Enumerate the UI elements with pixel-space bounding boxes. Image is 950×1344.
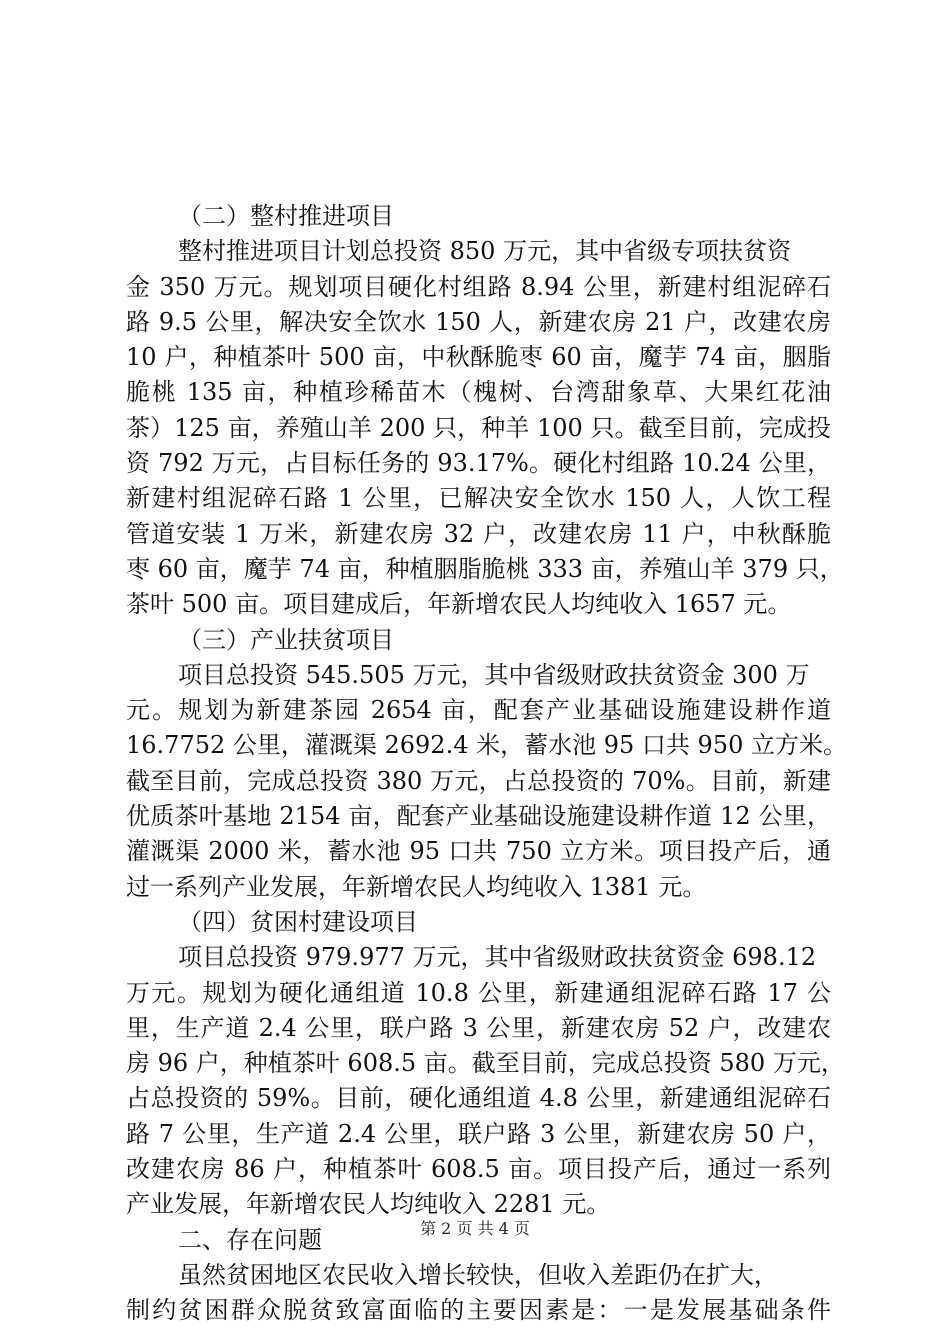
text-line: 项目总投资 545.505 万元，其中省级财政扶贫资金 300 万: [178, 660, 810, 689]
text-line: 制约贫困群众脱贫致富面临的主要因素是：一是发展基础条件: [126, 1296, 831, 1325]
text-line: 脆桃 135 亩，种植珍稀苗木（槐树、台湾甜象草、大果红花油: [126, 378, 831, 407]
text-line: 产业发展，年新增农民人均纯收入 2281 元。: [126, 1190, 611, 1219]
section-heading: （二）整村推进项目: [178, 202, 394, 230]
text-line: 优质茶叶基地 2154 亩，配套产业基础设施建设耕作道 12 公里，: [126, 802, 831, 831]
page-footer: 第 2 页 共 4 页: [420, 1219, 530, 1238]
text-line: 整村推进项目计划总投资 850 万元，其中省级专项扶贫资: [178, 237, 792, 266]
text-line: 元。规划为新建茶园 2654 亩，配套产业基础设施建设耕作道: [126, 696, 831, 725]
section-heading: 二、存在问题: [178, 1225, 322, 1254]
text-line: 灌溉渠 2000 米，蓄水池 95 口共 750 立方米。项目投产后，通: [126, 837, 831, 866]
text-line: 虽然贫困地区农民收入增长较快，但收入差距仍在扩大，: [178, 1260, 778, 1289]
text-line: 里，生产道 2.4 公里，联户路 3 公里，新建农房 52 户，改建农: [126, 1013, 831, 1042]
text-line: 枣 60 亩，魔芋 74 亩，种植胭脂脆桃 333 亩，养殖山羊 379 只，: [126, 554, 844, 583]
section-heading: （四）贫困村建设项目: [178, 907, 418, 936]
text-line: 项目总投资 979.977 万元，其中省级财政扶贫资金 698.12: [178, 943, 817, 972]
text-line: 管道安装 1 万米，新建农房 32 户，改建农房 11 户，中秋酥脆: [126, 519, 831, 548]
text-line: 金 350 万元。规划项目硬化村组路 8.94 公里，新建村组泥碎石: [126, 272, 831, 301]
text-line: 路 7 公里，生产道 2.4 公里，联户路 3 公里，新建农房 50 户，: [126, 1119, 831, 1148]
text-line: 资 792 万元，占目标任务的 93.17%。硬化村组路 10.24 公里，: [126, 449, 831, 478]
document-body: [126, 199, 847, 1329]
text-line: 万元。规划为硬化通组道 10.8 公里，新建通组泥碎石路 17 公: [126, 978, 831, 1007]
text-line: 占总投资的 59%。目前，硬化通组道 4.8 公里，新建通组泥碎石: [126, 1084, 831, 1113]
text-line: 16.7752 公里，灌溉渠 2692.4 米，蓄水池 95 口共 950 立方米。: [126, 731, 847, 760]
text-line: 路 9.5 公里，解决安全饮水 150 人，新建农房 21 户，改建农房: [126, 307, 831, 336]
text-line: 新建村组泥碎石路 1 公里，已解决安全饮水 150 人，人饮工程: [126, 484, 831, 513]
text-line: 截至目前，完成总投资 380 万元，占总投资的 70%。目前，新建: [126, 766, 831, 795]
text-line: 过一系列产业发展，年新增农民人均纯收入 1381 元。: [126, 872, 707, 901]
text-line: 茶）125 亩，养殖山羊 200 只，种羊 100 只。截至目前，完成投: [126, 413, 831, 442]
text-line: 改建农房 86 户，种植茶叶 608.5 亩。项目投产后，通过一系列: [126, 1155, 831, 1184]
text-line: 10 户，种植茶叶 500 亩，中秋酥脆枣 60 亩，魔芋 74 亩，胭脂: [126, 343, 831, 372]
text-line: 茶叶 500 亩。项目建成后，年新增农民人均纯收入 1657 元。: [126, 590, 792, 619]
section-heading: （三）产业扶贫项目: [178, 625, 394, 654]
text-line: 房 96 户，种植茶叶 608.5 亩。截至目前，完成总投资 580 万元，: [126, 1049, 845, 1078]
